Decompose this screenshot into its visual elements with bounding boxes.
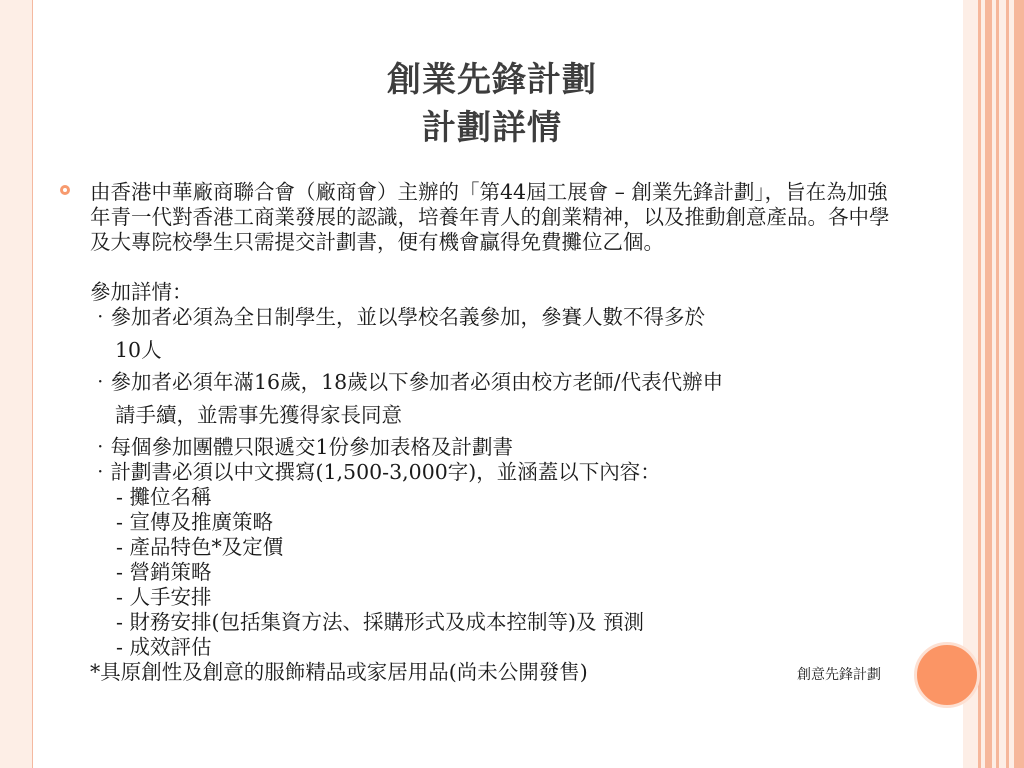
sub-item: - 攤位名稱: [116, 485, 212, 509]
detail-item: ‧每個參加團體只限遞交1份參加表格及計劃書: [90, 435, 514, 459]
detail-item: ‧計劃書必須以中文撰寫(1,500-3,000字)，並涵蓋以下內容：: [90, 460, 661, 484]
decorative-stripe: [996, 0, 999, 768]
sub-item: - 產品特色*及定價: [116, 535, 284, 559]
details-heading: 參加詳情：: [90, 280, 193, 304]
decorative-stripe: [1006, 0, 1009, 768]
sub-item: - 營銷策略: [116, 560, 212, 584]
title-line-1: 創業先鋒計劃: [387, 60, 597, 100]
sub-item: - 成效評估: [116, 635, 212, 659]
intro-paragraph: 由香港中華廠商聯合會（廠商會）主辦的「第44屆工展會 – 創業先鋒計劃」，旨在為加強年青一代對香港工商業發展的認識，培養年青人的創業精神，以及推動創意產品。各中學及大專院校學生只需提交計劃書，便有機會贏得免費攤位乙個。: [90, 180, 890, 254]
left-frame-border: [0, 0, 33, 768]
decorative-stripe: [1014, 0, 1024, 768]
detail-item: ‧參加者必須為全日制學生，並以學校名義參加，參賽人數不得多於: [90, 305, 705, 329]
sub-item: - 宣傳及推廣策略: [116, 510, 273, 534]
detail-item: ‧參加者必須年滿16歲，18歲以下參加者必須由校方老師/代表代辦申: [90, 370, 724, 394]
footnote: *具原創性及創意的服飾精品或家居用品(尚未公開發售): [90, 660, 588, 684]
footer-label: 創意先鋒計劃: [797, 667, 881, 683]
sub-item: - 財務安排(包括集資方法、採購形式及成本控制等)及 預測: [116, 610, 644, 634]
sub-item: - 人手安排: [116, 585, 212, 609]
slide-title: [40, 56, 944, 152]
title-line-2: 計劃詳情: [422, 108, 562, 148]
decorative-circle: [914, 642, 980, 708]
detail-item-continuation: 請手續，並需事先獲得家長同意: [115, 403, 402, 427]
spacer: [90, 255, 890, 280]
detail-item-continuation: 10人: [115, 338, 162, 362]
slide-body: [90, 180, 890, 685]
decorative-stripe: [978, 0, 981, 768]
bullet-circle-icon: [60, 185, 70, 195]
decorative-stripe: [985, 0, 992, 768]
